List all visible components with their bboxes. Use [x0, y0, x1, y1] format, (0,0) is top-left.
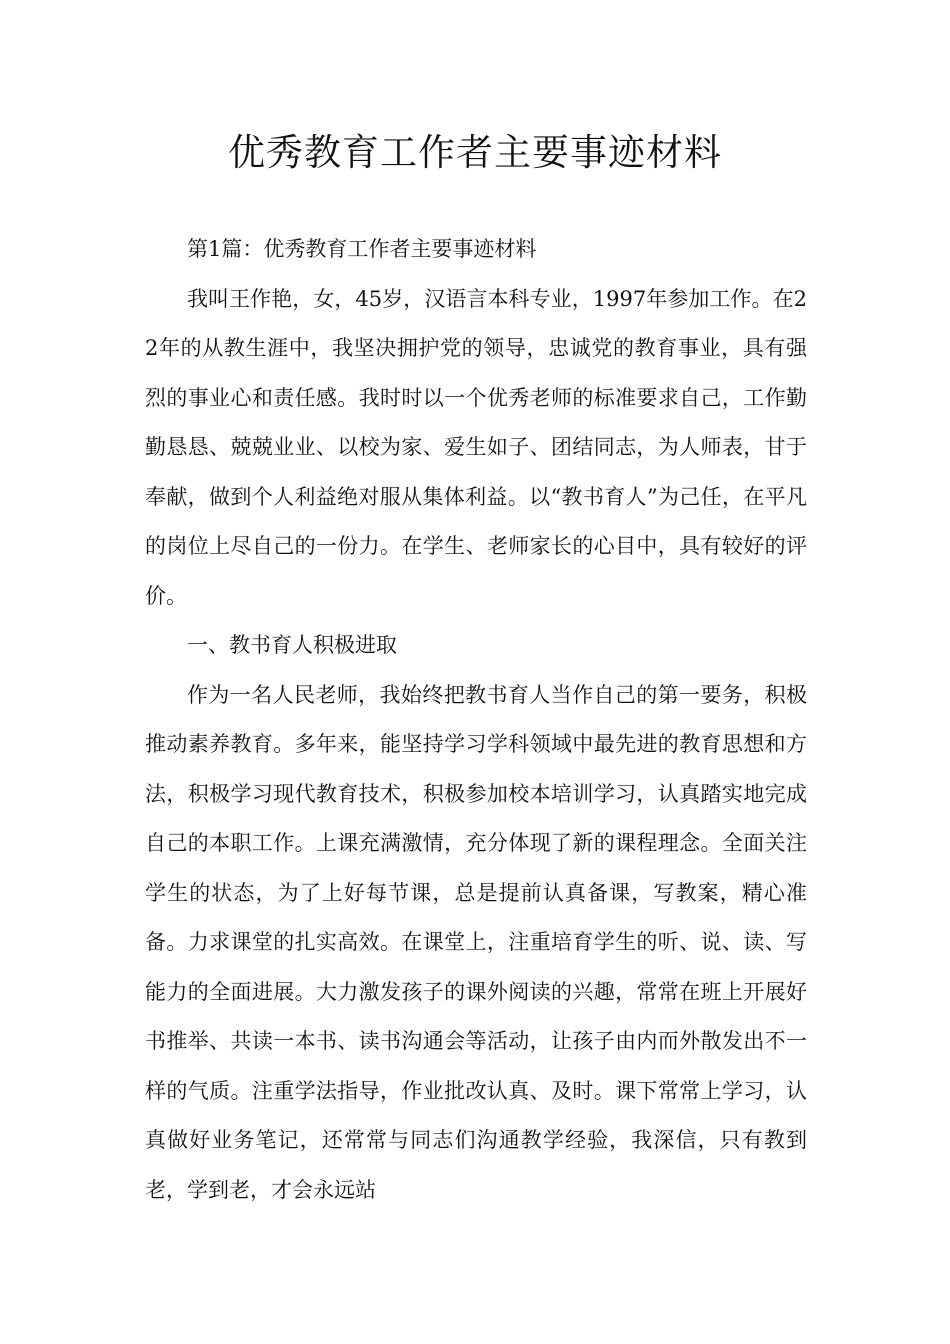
section-heading: 第1篇：优秀教育工作者主要事迹材料 — [187, 237, 537, 261]
paragraph: 我叫王作艳，女，45岁，汉语言本科专业，1997年参加工作。在22年的从教生涯中，我坚决拥护党的领导，忠诚党的教育事业，具有强烈的事业心和责任感。我时时以一个优秀老师的标准要求自己，工作勤勤恳恳、兢兢业业、以校为家、爱生如子、团结同志，为人师表，甘于奉献，做到个人利益绝对服从集体利益。以“教书育人”为己任，在平凡的岗位上尽自己的一份力。在学生、老师家长的心目中，具有较好的评价。 — [145, 286, 807, 608]
section-heading: 一、教书育人积极进取 — [187, 633, 397, 657]
document-body — [145, 225, 807, 1215]
document-title: 优秀教育工作者主要事迹材料 — [228, 131, 722, 174]
paragraph: 作为一名人民老师，我始终把教书育人当作自己的第一要务，积极推动素养教育。多年来，能坚持学习学科领域中最先进的教育思想和方法，积极学习现代教育技术，积极参加校本培训学习，认真踏实地完成自己的本职工作。上课充满激情，充分体现了新的课程理念。全面关注学生的状态，为了上好每节课，总是提前认真备课，写教案，精心准备。力求课堂的扎实高效。在课堂上，注重培育学生的听、说、读、写能力的全面进展。大力激发孩子的课外阅读的兴趣，常常在班上开展好书推举、共读一本书、读书沟通会等活动，让孩子由内而外散发出不一样的气质。注重学法指导，作业批改认真、及时。课下常常上学习，认真做好业务笔记，还常常与同志们沟通教学经验，我深信，只有教到老，学到老，才会永远站 — [145, 682, 807, 1202]
